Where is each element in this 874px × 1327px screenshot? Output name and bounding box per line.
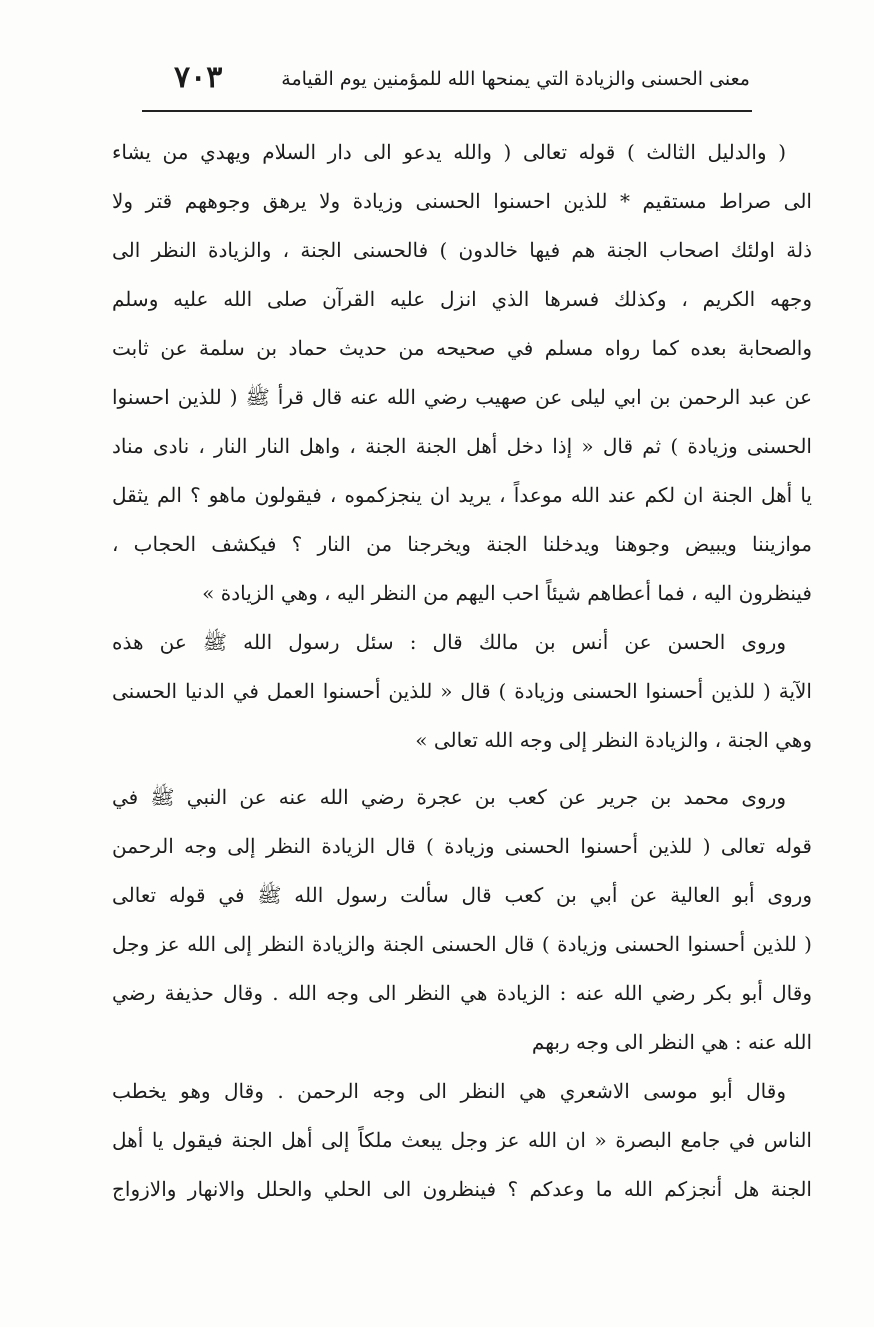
text-line: الى صراط مستقيم * للذين احسنوا الحسنى وزيادة ولا يرهق وجوههم قتر ولا	[112, 189, 812, 213]
header-rule	[142, 110, 752, 112]
text-line: وروى محمد بن جرير عن كعب بن عجرة رضي الله عنه عن النبي ﷺ في	[112, 785, 786, 809]
paragraph-kaab-narration	[112, 773, 812, 1067]
text-line: وقال أبو بكر رضي الله عنه : الزيادة هي النظر الى وجه الله . وقال حذيفة رضي	[112, 981, 812, 1005]
page-number: ٧٠٣	[174, 60, 223, 95]
text-line: والصحابة بعده كما رواه مسلم في صحيحه من حديث حماد بن سلمة عن ثابت	[112, 336, 812, 360]
text-line: وروى الحسن عن أنس بن مالك قال : سئل رسول الله ﷺ عن هذه	[112, 630, 786, 654]
text-line: قوله تعالى ( للذين أحسنوا الحسنى وزيادة ) قال الزيادة النظر إلى وجه الرحمن	[112, 834, 812, 858]
running-title: معنى الحسنى والزيادة التي يمنحها الله للمؤمنين يوم القيامة	[281, 68, 750, 90]
text-line: موازيننا ويبيض وجوهنا ويدخلنا الجنة ويخرجنا من النار ؟ فيكشف الحجاب ،	[112, 532, 812, 556]
paragraph-anas-narration	[112, 618, 812, 765]
text-line: الله عنه : هي النظر الى وجه ربهم	[531, 1030, 812, 1054]
text-line: وجهه الكريم ، وكذلك فسرها الذي انزل عليه القرآن صلى الله عليه وسلم	[112, 287, 812, 311]
running-header	[150, 60, 750, 104]
text-line: ( للذين أحسنوا الحسنى وزيادة ) قال الحسنى الجنة والزيادة النظر إلى الله عز وجل	[112, 932, 812, 956]
text-line: الجنة هل أنجزكم الله ما وعدكم ؟ فينظرون الى الحلي والحلل والانهار والازواج	[112, 1177, 812, 1201]
body-text	[112, 128, 812, 1214]
text-line: يا أهل الجنة ان لكم عند الله موعداً ، يريد ان ينجزكموه ، فيقولون ماهو ؟ الم يثقل	[112, 483, 812, 507]
text-line: عن عبد الرحمن بن ابي ليلى عن صهيب رضي الله عنه قال قرأ ﷺ ( للذين احسنوا	[112, 385, 812, 409]
text-line: ذلة اولئك اصحاب الجنة هم فيها خالدون ) فالحسنى الجنة ، والزيادة النظر الى	[112, 238, 812, 262]
text-line: ( والدليل الثالث ) قوله تعالى ( والله يدعو الى دار السلام ويهدي من يشاء	[112, 140, 786, 164]
text-line: فينظرون اليه ، فما أعطاهم شيئاً احب اليهم من النظر اليه ، وهي الزيادة »	[202, 581, 812, 605]
text-line: وقال أبو موسى الاشعري هي النظر الى وجه الرحمن . وقال وهو يخطب	[112, 1079, 786, 1103]
paragraph-third-evidence	[112, 128, 812, 618]
text-line: الآية ( للذين أحسنوا الحسنى وزيادة ) قال « للذين أحسنوا العمل في الدنيا الحسنى	[112, 679, 812, 703]
paragraph-abu-musa-narration	[112, 1067, 812, 1214]
paragraph-gap	[112, 765, 812, 773]
text-line: الحسنى وزيادة ) ثم قال « إذا دخل أهل الجنة الجنة ، واهل النار النار ، نادى مناد	[112, 434, 812, 458]
text-line: وروى أبو العالية عن أبي بن كعب قال سألت رسول الله ﷺ في قوله تعالى	[112, 883, 812, 907]
text-line: الناس في جامع البصرة « ان الله عز وجل يبعث ملكاً إلى أهل الجنة فيقول يا أهل	[112, 1128, 812, 1152]
text-line: وهي الجنة ، والزيادة النظر إلى وجه الله تعالى »	[415, 728, 812, 752]
